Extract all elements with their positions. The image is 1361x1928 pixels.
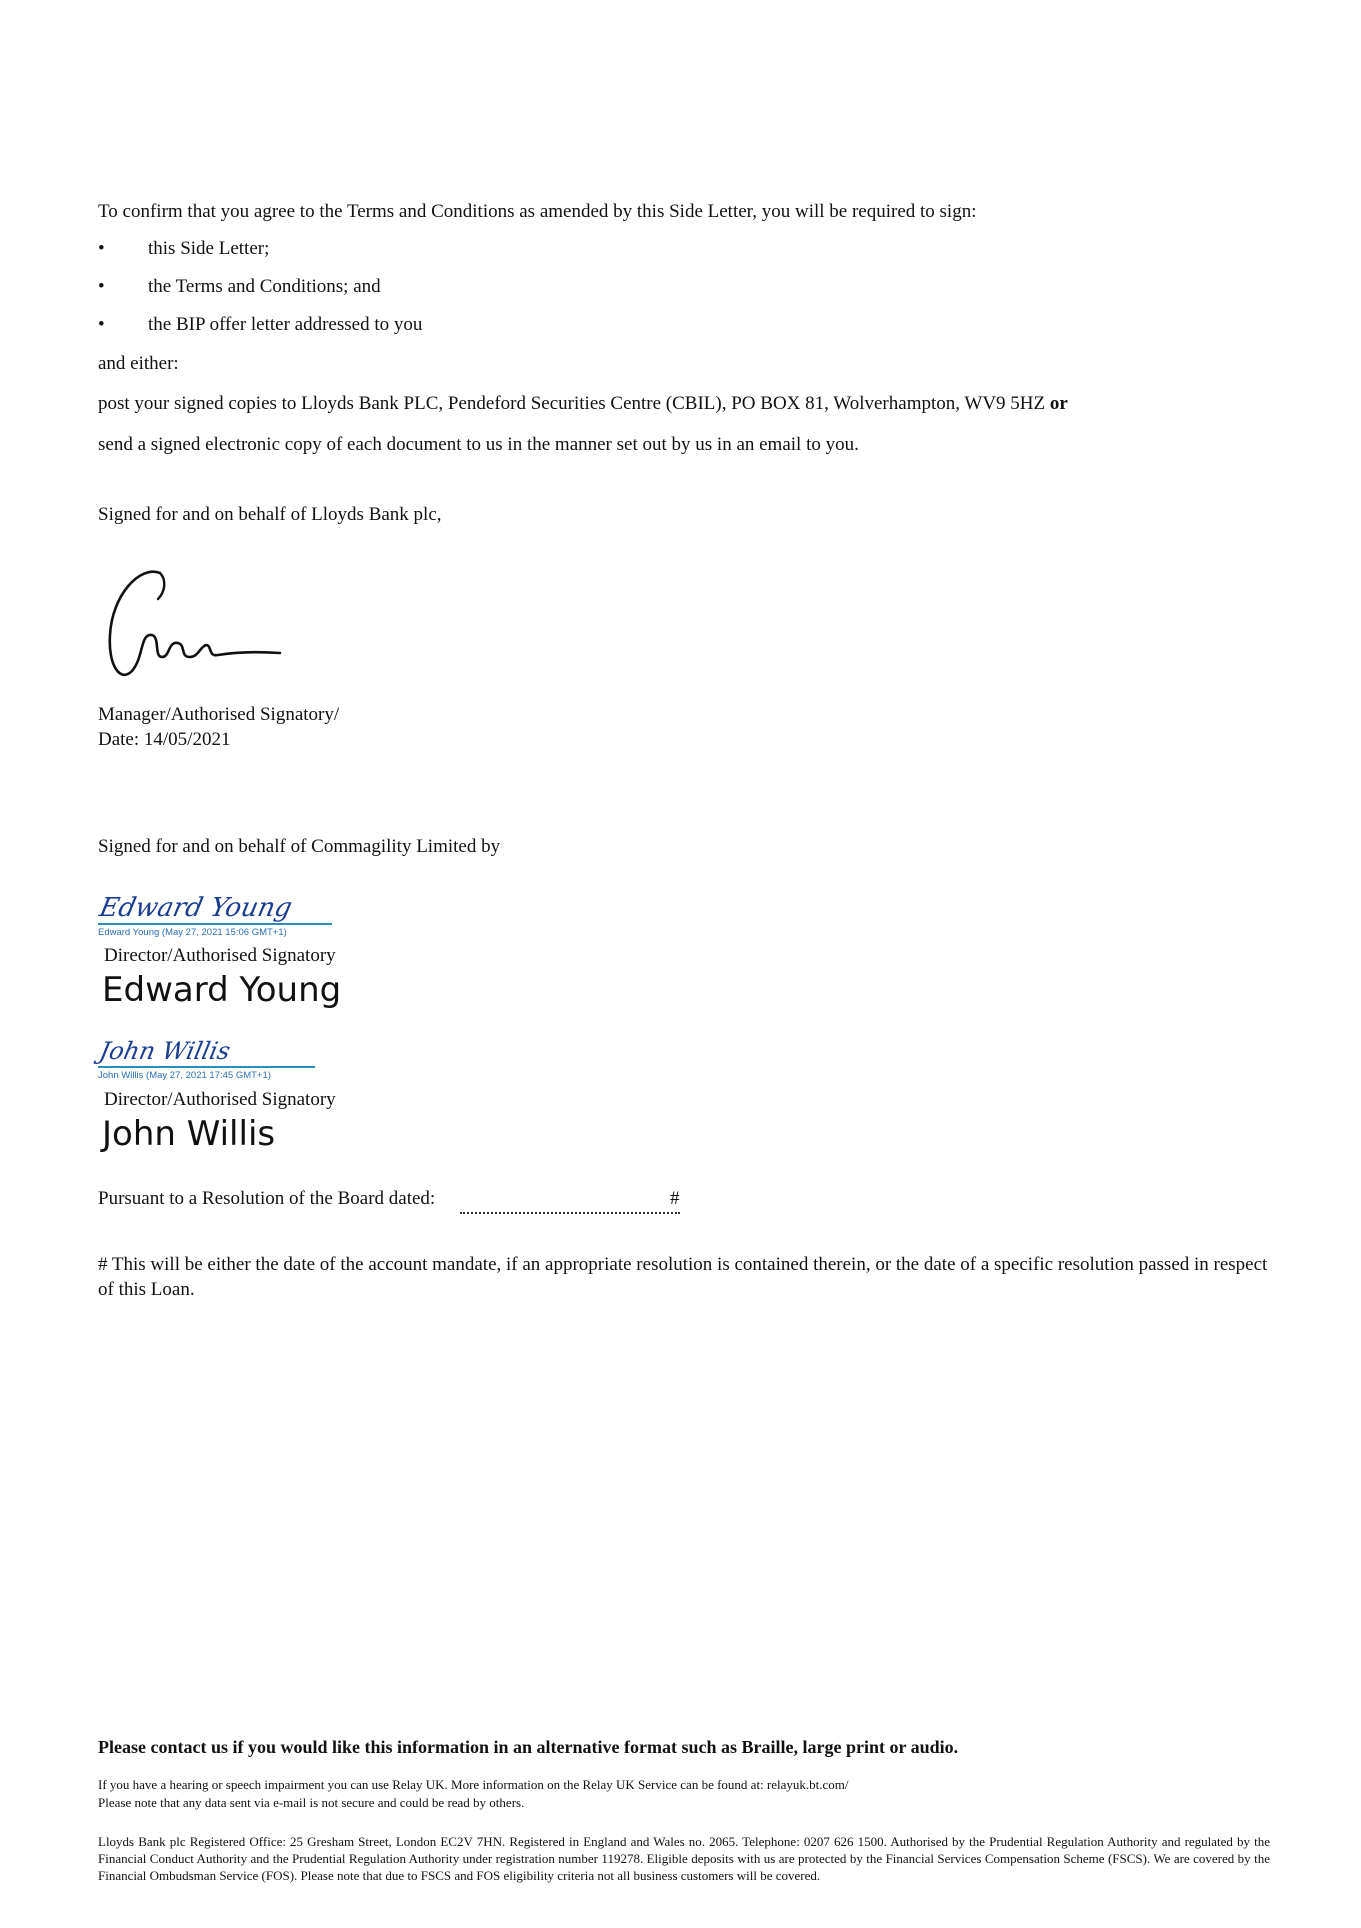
intro-text: To confirm that you agree to the Terms and Conditions as amended by this Side Letter, you will be required to sign: <box>98 201 977 222</box>
footer-legal-text: Lloyds Bank plc Registered Office: 25 Gresham Street, London EC2V 7HN. Registered in England and Wales no. 2065. Telephone: 0207 626 1500. Authorised by the Prudential Regulation Authority and regulated by the Financial Conduct Authority and the Prudential Regulation Authority under registration number 119278. Eligible deposits with us are protected by the Financial Services Compensation Scheme (FSCS). We are covered by the Financial Ombudsman Service (FOS). Please note that due to FSCS and FOS eligibility criteria not all business customers will be covered. <box>98 1834 1270 1884</box>
signature-underline <box>98 1066 315 1068</box>
bullet-text: the Terms and Conditions; and <box>148 276 381 297</box>
signatory-printed-name: John Willis <box>102 1114 276 1154</box>
resolution-label: Pursuant to a Resolution of the Board dated: <box>98 1188 436 1209</box>
bullet-symbol: • <box>98 238 105 259</box>
resolution-date-blank <box>460 1212 680 1214</box>
bullet-text: this Side Letter; <box>148 238 270 259</box>
lloyds-sign-heading: Signed for and on behalf of Lloyds Bank plc, <box>98 504 442 525</box>
post-or: or <box>1049 393 1068 414</box>
bullet-item <box>98 276 381 298</box>
bullet-item <box>98 314 422 336</box>
resolution-footnote: # This will be either the date of the account mandate, if an appropriate resolution is contained therein, or the date of a specific resolution passed in respect of this Loan. <box>98 1254 1268 1300</box>
signatory-role: Director/Authorised Signatory <box>104 945 336 966</box>
footer-accessibility-notice: Please contact us if you would like this information in an alternative format such as Braille, large print or audio. <box>98 1737 959 1757</box>
either-text: and either: <box>98 353 179 374</box>
lloyds-handwritten-signature <box>100 565 290 690</box>
send-text: send a signed electronic copy of each document to us in the manner set out by us in an email to you. <box>98 434 859 455</box>
bullet-symbol: • <box>98 276 105 297</box>
esign-timestamp: John Willis (May 27, 2021 17:45 GMT+1) <box>98 1070 271 1081</box>
post-text <box>98 392 1068 416</box>
footer-email-notice: Please note that any data sent via e-mail is not secure and could be read by others. <box>98 1795 525 1810</box>
bullet-symbol: • <box>98 314 105 335</box>
commagility-sign-heading: Signed for and on behalf of Commagility Limited by <box>98 836 501 857</box>
signature-underline <box>98 923 332 925</box>
esign-signature-script: Edward Young <box>96 893 295 923</box>
esign-signature-script: John Willis <box>97 1037 233 1065</box>
footer-relay-line: If you have a hearing or speech impairment you can use Relay UK. More information on the Relay UK Service can be found at: relayuk.bt.com/ <box>98 1777 849 1792</box>
post-address: post your signed copies to Lloyds Bank PLC, Pendeford Securities Centre (CBIL), PO BOX 81, Wolverhampton, WV9 5HZ <box>98 393 1046 414</box>
signatory-role: Director/Authorised Signatory <box>104 1089 336 1110</box>
esign-timestamp: Edward Young (May 27, 2021 15:06 GMT+1) <box>98 927 287 938</box>
bullet-item <box>98 238 269 260</box>
resolution-hash: # <box>670 1188 680 1209</box>
lloyds-signatory-role: Manager/Authorised Signatory/ <box>98 704 340 725</box>
signatory-printed-name: Edward Young <box>102 970 342 1010</box>
lloyds-sign-date: Date: 14/05/2021 <box>98 729 231 750</box>
bullet-text: the BIP offer letter addressed to you <box>148 314 423 335</box>
